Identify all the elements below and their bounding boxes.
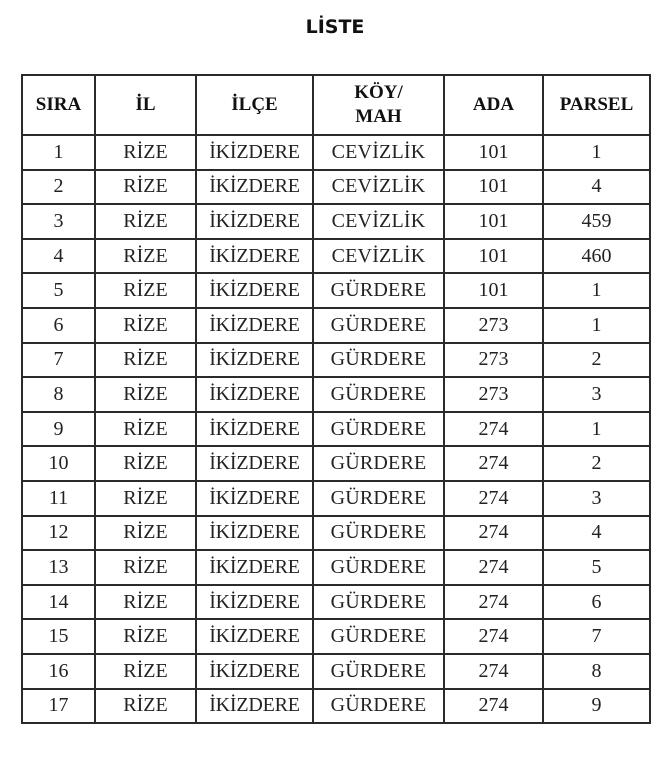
- header-sira: SIRA: [22, 75, 95, 135]
- cell-parsel: 5: [543, 550, 650, 585]
- cell-il: RİZE: [95, 516, 196, 551]
- cell-koy-mah: GÜRDERE: [313, 481, 444, 516]
- cell-ada: 274: [444, 481, 543, 516]
- header-il: İL: [95, 75, 196, 135]
- cell-parsel: 1: [543, 308, 650, 343]
- table-row: [22, 273, 650, 308]
- cell-sira: 14: [22, 585, 95, 620]
- cell-ada: 273: [444, 308, 543, 343]
- table-row: [22, 412, 650, 447]
- cell-sira: 8: [22, 377, 95, 412]
- cell-ada: 101: [444, 204, 543, 239]
- cell-koy-mah: GÜRDERE: [313, 308, 444, 343]
- cell-ada: 274: [444, 516, 543, 551]
- table-body: [22, 135, 650, 723]
- cell-ada: 274: [444, 585, 543, 620]
- cell-parsel: 1: [543, 135, 650, 170]
- cell-il: RİZE: [95, 273, 196, 308]
- cell-ilce: İKİZDERE: [196, 481, 313, 516]
- cell-ada: 274: [444, 619, 543, 654]
- table-row: [22, 170, 650, 205]
- table-row: [22, 446, 650, 481]
- cell-ilce: İKİZDERE: [196, 343, 313, 378]
- cell-ilce: İKİZDERE: [196, 239, 313, 274]
- cell-ilce: İKİZDERE: [196, 585, 313, 620]
- cell-il: RİZE: [95, 343, 196, 378]
- cell-il: RİZE: [95, 204, 196, 239]
- cell-sira: 7: [22, 343, 95, 378]
- cell-il: RİZE: [95, 689, 196, 724]
- cell-parsel: 4: [543, 170, 650, 205]
- table-row: [22, 135, 650, 170]
- cell-sira: 4: [22, 239, 95, 274]
- cell-il: RİZE: [95, 377, 196, 412]
- cell-sira: 9: [22, 412, 95, 447]
- cell-il: RİZE: [95, 239, 196, 274]
- cell-il: RİZE: [95, 135, 196, 170]
- cell-parsel: 9: [543, 689, 650, 724]
- cell-sira: 16: [22, 654, 95, 689]
- cell-parsel: 1: [543, 412, 650, 447]
- cell-ada: 101: [444, 135, 543, 170]
- cell-parsel: 460: [543, 239, 650, 274]
- cell-parsel: 7: [543, 619, 650, 654]
- cell-ilce: İKİZDERE: [196, 412, 313, 447]
- table-row: [22, 481, 650, 516]
- table-row: [22, 239, 650, 274]
- cell-koy-mah: GÜRDERE: [313, 412, 444, 447]
- cell-koy-mah: GÜRDERE: [313, 446, 444, 481]
- cell-sira: 11: [22, 481, 95, 516]
- cell-ilce: İKİZDERE: [196, 377, 313, 412]
- cell-il: RİZE: [95, 170, 196, 205]
- header-koy-line1: KÖY/: [354, 82, 403, 103]
- table-row: [22, 689, 650, 724]
- header-koy-mah: [313, 75, 444, 135]
- cell-koy-mah: CEVİZLİK: [313, 239, 444, 274]
- cell-parsel: 459: [543, 204, 650, 239]
- cell-il: RİZE: [95, 550, 196, 585]
- cell-koy-mah: CEVİZLİK: [313, 204, 444, 239]
- cell-sira: 17: [22, 689, 95, 724]
- cell-koy-mah: GÜRDERE: [313, 273, 444, 308]
- cell-parsel: 8: [543, 654, 650, 689]
- table-row: [22, 550, 650, 585]
- cell-ilce: İKİZDERE: [196, 516, 313, 551]
- cell-koy-mah: GÜRDERE: [313, 689, 444, 724]
- table-row: [22, 377, 650, 412]
- cell-sira: 5: [22, 273, 95, 308]
- cell-ada: 101: [444, 273, 543, 308]
- cell-sira: 10: [22, 446, 95, 481]
- cell-ilce: İKİZDERE: [196, 689, 313, 724]
- cell-ilce: İKİZDERE: [196, 135, 313, 170]
- table-header-row: [22, 75, 650, 135]
- cell-koy-mah: GÜRDERE: [313, 516, 444, 551]
- cell-ada: 274: [444, 550, 543, 585]
- table-row: [22, 343, 650, 378]
- cell-il: RİZE: [95, 308, 196, 343]
- table-row: [22, 516, 650, 551]
- table-row: [22, 585, 650, 620]
- cell-koy-mah: GÜRDERE: [313, 377, 444, 412]
- cell-ilce: İKİZDERE: [196, 550, 313, 585]
- cell-il: RİZE: [95, 446, 196, 481]
- cell-ilce: İKİZDERE: [196, 273, 313, 308]
- table-row: [22, 654, 650, 689]
- cell-il: RİZE: [95, 654, 196, 689]
- cell-koy-mah: GÜRDERE: [313, 585, 444, 620]
- cell-koy-mah: GÜRDERE: [313, 343, 444, 378]
- header-ada: ADA: [444, 75, 543, 135]
- cell-sira: 12: [22, 516, 95, 551]
- cell-parsel: 2: [543, 446, 650, 481]
- cell-sira: 13: [22, 550, 95, 585]
- table-row: [22, 619, 650, 654]
- cell-sira: 6: [22, 308, 95, 343]
- cell-parsel: 6: [543, 585, 650, 620]
- cell-koy-mah: GÜRDERE: [313, 550, 444, 585]
- cell-ada: 101: [444, 239, 543, 274]
- cell-ada: 274: [444, 412, 543, 447]
- cell-ada: 274: [444, 689, 543, 724]
- cell-parsel: 4: [543, 516, 650, 551]
- cell-koy-mah: CEVİZLİK: [313, 135, 444, 170]
- document-title: LİSTE: [305, 16, 365, 38]
- parcel-list-table: [21, 74, 651, 724]
- cell-parsel: 1: [543, 273, 650, 308]
- cell-parsel: 3: [543, 377, 650, 412]
- header-ilce: İLÇE: [196, 75, 313, 135]
- cell-ada: 274: [444, 446, 543, 481]
- cell-parsel: 3: [543, 481, 650, 516]
- cell-sira: 1: [22, 135, 95, 170]
- cell-il: RİZE: [95, 619, 196, 654]
- cell-ilce: İKİZDERE: [196, 308, 313, 343]
- cell-koy-mah: GÜRDERE: [313, 619, 444, 654]
- cell-sira: 2: [22, 170, 95, 205]
- table-row: [22, 308, 650, 343]
- table-row: [22, 204, 650, 239]
- header-parsel: PARSEL: [543, 75, 650, 135]
- cell-ilce: İKİZDERE: [196, 204, 313, 239]
- cell-il: RİZE: [95, 412, 196, 447]
- cell-ilce: İKİZDERE: [196, 446, 313, 481]
- cell-ilce: İKİZDERE: [196, 619, 313, 654]
- cell-il: RİZE: [95, 585, 196, 620]
- cell-sira: 3: [22, 204, 95, 239]
- cell-ada: 273: [444, 343, 543, 378]
- cell-parsel: 2: [543, 343, 650, 378]
- cell-ilce: İKİZDERE: [196, 654, 313, 689]
- header-koy-line2: MAH: [355, 106, 402, 127]
- cell-il: RİZE: [95, 481, 196, 516]
- cell-ada: 273: [444, 377, 543, 412]
- cell-ilce: İKİZDERE: [196, 170, 313, 205]
- cell-sira: 15: [22, 619, 95, 654]
- cell-ada: 274: [444, 654, 543, 689]
- cell-koy-mah: GÜRDERE: [313, 654, 444, 689]
- cell-ada: 101: [444, 170, 543, 205]
- cell-koy-mah: CEVİZLİK: [313, 170, 444, 205]
